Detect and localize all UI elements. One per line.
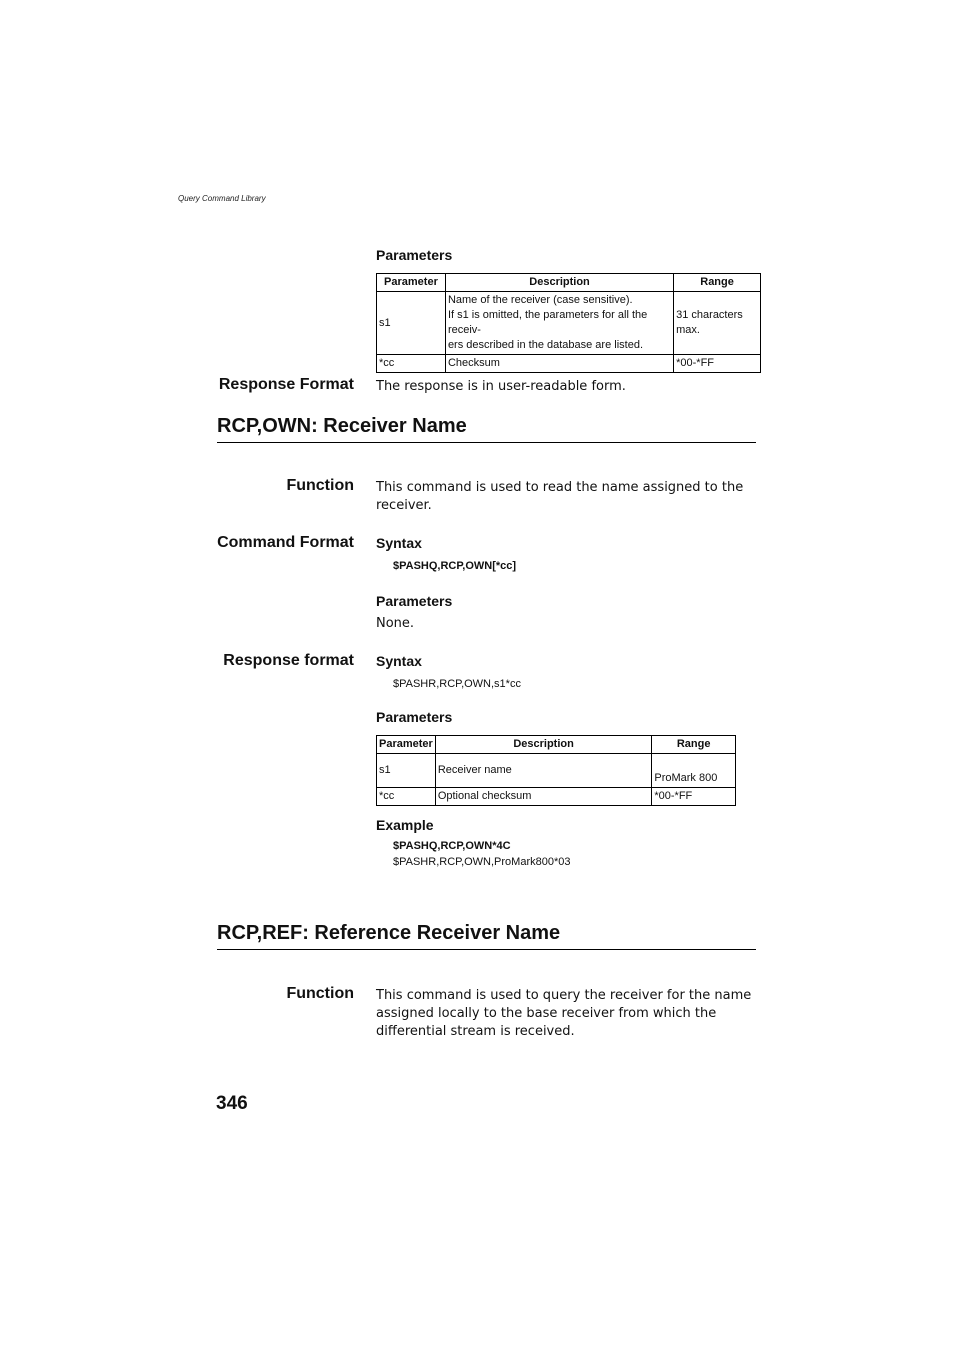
text-line: receiver. — [376, 498, 432, 513]
table-row — [377, 355, 761, 373]
param-cell: *cc — [377, 355, 446, 373]
example-query-code: $PASHQ,RCP,OWN*4C — [393, 840, 511, 852]
range-line: max. — [676, 324, 700, 336]
section-title-rcp-own: RCP,OWN: Receiver Name — [217, 415, 756, 443]
column-header: Parameter — [377, 274, 446, 292]
function-heading: Function — [286, 477, 354, 494]
range-line: 31 characters — [676, 309, 743, 321]
page-number: 346 — [216, 1093, 248, 1114]
table-header-row — [377, 736, 736, 754]
example-heading: Example — [376, 817, 434, 833]
running-header: Query Command Library — [178, 194, 266, 203]
response-format-text: The response is in user-readable form. — [376, 379, 626, 394]
description-cell: Optional checksum — [435, 788, 652, 806]
parameters-table — [376, 273, 761, 373]
column-header: Parameter — [377, 736, 436, 754]
column-header: Range — [652, 736, 736, 754]
range-cell: *00-*FF — [674, 355, 761, 373]
table-row — [377, 754, 736, 788]
syntax-code: $PASHQ,RCP,OWN[*cc] — [393, 560, 517, 572]
command-format-heading: Command Format — [217, 534, 354, 551]
range-cell: ProMark 800 — [652, 754, 736, 788]
response-syntax-code: $PASHR,RCP,OWN,s1*cc — [393, 678, 521, 690]
function-heading: Function — [286, 985, 354, 1002]
param-cell: s1 — [377, 292, 446, 355]
syntax-heading: Syntax — [376, 653, 422, 669]
function-text — [376, 479, 756, 515]
table-row — [377, 292, 761, 355]
response-format-heading: Response format — [223, 652, 354, 669]
text-line: differential stream is received. — [376, 1024, 575, 1039]
description-line: Name of the receiver (case sensitive). — [447, 294, 633, 306]
function-text — [376, 987, 756, 1041]
section-title-rcp-ref: RCP,REF: Reference Receiver Name — [217, 922, 756, 950]
range-cell: *00-*FF — [652, 788, 736, 806]
example-response-code: $PASHR,RCP,OWN,ProMark800*03 — [393, 856, 571, 868]
table-header-row — [377, 274, 761, 292]
description-cell: Receiver name — [435, 754, 652, 788]
response-parameters-table — [376, 735, 736, 806]
column-header: Description — [435, 736, 652, 754]
description-cell: Checksum — [445, 355, 673, 373]
column-header: Range — [674, 274, 761, 292]
table-row — [377, 788, 736, 806]
description-line: If s1 is omitted, the parameters for all the receiv- — [447, 309, 648, 336]
column-header: Description — [445, 274, 673, 292]
param-cell: *cc — [377, 788, 436, 806]
range-cell — [674, 292, 761, 355]
response-format-heading: Response Format — [218, 376, 354, 393]
param-cell: s1 — [377, 754, 436, 788]
parameters-heading: Parameters — [376, 593, 453, 609]
text-line: This command is used to query the receiver for the name — [376, 988, 752, 1003]
description-cell — [445, 292, 673, 355]
syntax-heading: Syntax — [376, 535, 422, 551]
parameters-none-text: None. — [376, 616, 415, 631]
text-line: assigned locally to the base receiver from which the — [376, 1006, 717, 1021]
parameters-heading: Parameters — [376, 247, 453, 263]
text-line: This command is used to read the name assigned to the — [376, 480, 744, 495]
parameters-heading: Parameters — [376, 709, 453, 725]
description-line: ers described in the database are listed. — [447, 339, 643, 351]
